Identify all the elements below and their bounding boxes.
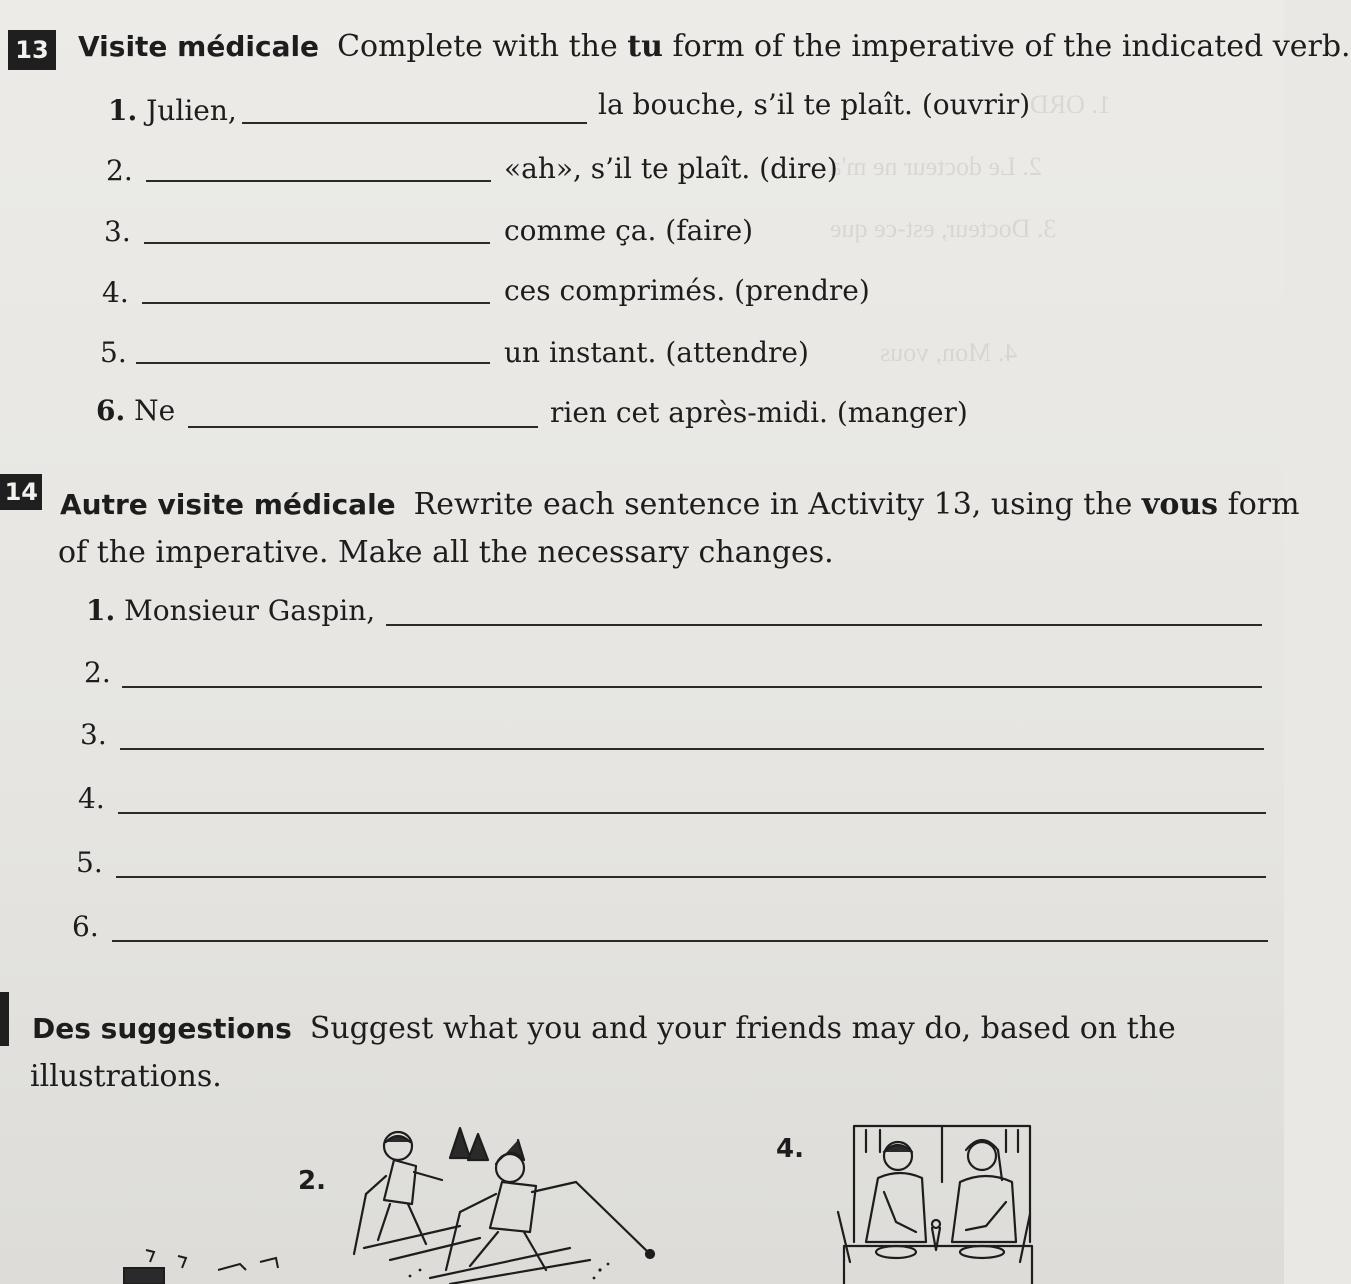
small-sketch-marks (110, 1240, 290, 1284)
exercise-item (108, 94, 237, 127)
item-number: 6. (96, 394, 126, 427)
answer-blank[interactable] (112, 940, 1268, 942)
answer-blank[interactable] (386, 624, 1262, 626)
instruction-text: form of the imperative of the indicated verb. (662, 29, 1351, 64)
item-suffix: un instant. (attendre) (504, 336, 809, 369)
instruction-emphasis: vous (1141, 487, 1219, 522)
item-number: 5. (76, 846, 103, 879)
item-number: 3. (104, 215, 131, 248)
item-prefix: Julien, (146, 94, 237, 127)
instruction-text: Rewrite each sentence in Activity 13, using the (413, 487, 1142, 522)
answer-blank[interactable] (120, 748, 1264, 750)
skiers-illustration (350, 1120, 670, 1284)
answer-blank[interactable] (122, 686, 1262, 688)
item-number: 1. (86, 594, 116, 627)
item-number: 6. (72, 910, 99, 943)
activity-13-heading (78, 28, 1351, 66)
show-through-text: 1. ORD (1030, 90, 1111, 119)
show-through-text: 2. Le docteur ne m'a (830, 152, 1042, 181)
item-number: 4. (78, 782, 105, 815)
activity-number-badge (0, 474, 42, 510)
item-suffix: ces comprimés. (prendre) (504, 274, 870, 307)
item-number: 5. (100, 336, 127, 369)
figure-number: 4. (776, 1134, 804, 1164)
activity-title: Autre visite médicale (60, 488, 396, 521)
item-number: 2. (106, 154, 133, 187)
activity-title: Des suggestions (32, 1012, 292, 1045)
activity-number-badge (8, 30, 56, 70)
item-number: 1. (108, 94, 138, 127)
item-prefix: Ne (134, 394, 176, 427)
activity-number: 13 (15, 36, 49, 64)
show-through-text: 3. Docteur, est-ce que (830, 214, 1057, 243)
dining-couple-illustration (836, 1122, 1036, 1284)
item-suffix: rien cet après-midi. (manger) (550, 396, 968, 429)
answer-blank[interactable] (118, 812, 1266, 814)
answer-blank[interactable] (142, 302, 490, 304)
instruction-emphasis: tu (627, 29, 663, 64)
activity-number-badge (0, 992, 9, 1046)
figure-number: 2. (298, 1166, 326, 1196)
instruction-text: Suggest what you and your friends may do, based on the (309, 1011, 1176, 1046)
item-number: 4. (102, 276, 129, 309)
item-suffix: «ah», s’il te plaît. (dire) (504, 152, 838, 185)
instruction-text: Complete with the (337, 29, 628, 64)
item-suffix: la bouche, s’il te plaît. (ouvrir) (598, 88, 1031, 121)
instruction-text: form (1218, 487, 1300, 522)
item-suffix: comme ça. (faire) (504, 214, 754, 247)
activity-title: Visite médicale (78, 30, 320, 63)
activity-number: 14 (4, 478, 38, 506)
answer-blank[interactable] (188, 426, 538, 428)
answer-blank[interactable] (146, 180, 491, 182)
item-prefix: Monsieur Gaspin, (124, 594, 376, 627)
instruction-line: of the imperative. Make all the necessary changes. (58, 535, 834, 570)
instruction-line: illustrations. (30, 1059, 222, 1094)
exercise-item (86, 594, 375, 627)
activity-14-heading (60, 486, 1300, 524)
answer-blank[interactable] (116, 876, 1266, 878)
answer-blank[interactable] (136, 362, 490, 364)
item-number: 2. (84, 656, 111, 689)
answer-blank[interactable] (242, 122, 587, 124)
show-through-text: 4. Mon, vous (880, 338, 1018, 367)
item-number: 3. (80, 718, 107, 751)
answer-blank[interactable] (144, 242, 490, 244)
activity-15-heading (32, 1010, 1176, 1048)
exercise-item (96, 394, 175, 427)
